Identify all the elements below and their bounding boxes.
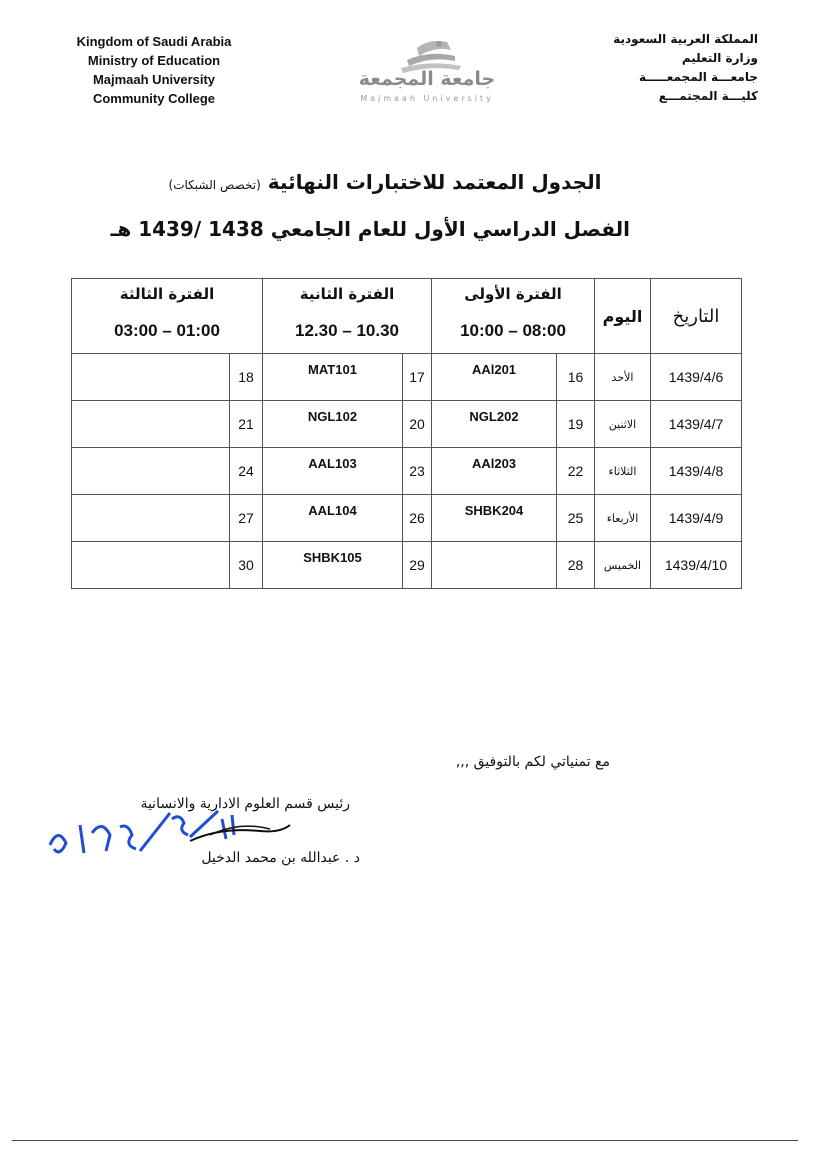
period1-course: SHBK204 [432,495,557,542]
logo-english-text: Majmaah University [360,94,494,103]
period2-course: AAL104 [263,495,403,542]
header-ar-line: كليـــة المجتمـــع [658,89,758,103]
header-period-2 [263,279,432,354]
header-arabic [578,30,758,106]
date-cell: 1439/4/7 [651,401,742,448]
period3-number: 27 [230,495,263,542]
header-date [651,279,742,354]
signatory-title: رئيس قسم العلوم الادارية والانسانية [140,796,350,812]
document-subtitle: الفصل الدراسي الأول للعام الجامعي 1438 /1439 هـ [110,217,630,241]
period2-number: 23 [403,448,432,495]
closing-text: مع تمنياتي لكم بالتوفيق ,,, [455,754,610,770]
period2-course: AAL103 [263,448,403,495]
date-cell: 1439/4/8 [651,448,742,495]
period-name: الفترة الأولى [464,285,562,303]
period3-course [72,542,230,589]
period1-course [432,542,557,589]
period1-number: 25 [557,495,595,542]
period3-number: 18 [230,354,263,401]
header-day [595,279,651,354]
day-cell: الأربعاء [595,495,651,542]
period3-course [72,401,230,448]
table-row [72,495,742,542]
period-name: الفترة الثانية [299,285,395,303]
period1-number: 19 [557,401,595,448]
date-cell: 1439/4/6 [651,354,742,401]
day-column-label: اليوم [602,306,643,326]
period-time: 10:00 – 08:00 [460,321,566,340]
period1-number: 16 [557,354,595,401]
header-english [64,32,244,108]
period2-number: 29 [403,542,432,589]
day-cell: الثلاثاء [595,448,651,495]
period3-number: 24 [230,448,263,495]
table-header-row [72,279,742,354]
header-period-3 [72,279,263,354]
period-time: 03:00 – 01:00 [114,321,220,340]
header-en-line: Kingdom of Saudi Arabia [76,34,232,49]
footer-divider [12,1140,798,1141]
period2-course: NGL102 [263,401,403,448]
period3-course [72,354,230,401]
header-period-1 [432,279,595,354]
header-en-line: Ministry of Education [87,53,221,68]
date-cell: 1439/4/9 [651,495,742,542]
svg-text:١٤٣٩/٣/١١ هـ: ١٤٣٩/٣/١١ هـ [40,873,46,874]
date-cell: 1439/4/10 [651,542,742,589]
document-title [150,170,620,194]
period1-course: AAl203 [432,448,557,495]
table-row [72,542,742,589]
day-cell: الاثنين [595,401,651,448]
header-en-line: Majmaah University [92,72,216,87]
period1-course: NGL202 [432,401,557,448]
period1-number: 28 [557,542,595,589]
period2-number: 26 [403,495,432,542]
period3-course [72,495,230,542]
date-column-label: التاريخ [672,305,720,327]
header-ar-line: المملكة العربية السعودية [613,32,758,46]
period2-course: MAT101 [263,354,403,401]
day-cell: الخميس [595,542,651,589]
header-ar-line: وزارة التعليم [681,51,758,65]
table-row [72,354,742,401]
period2-number: 20 [403,401,432,448]
title-note: (تخصص الشبكات) [168,178,261,192]
exam-schedule-table [71,278,742,589]
day-cell: الأحد [595,354,651,401]
period3-course [72,448,230,495]
title-main: الجدول المعتمد للاختبارات النهائية [267,170,602,194]
period2-number: 17 [403,354,432,401]
table-row [72,448,742,495]
signatory-name: د . عبدالله بن محمد الدخيل [201,850,360,866]
period2-course: SHBK105 [263,542,403,589]
period-time: 12.30 – 10.30 [295,321,399,340]
logo-arabic-text: جامعة المجمعة [358,68,496,90]
period3-number: 30 [230,542,263,589]
period1-number: 22 [557,448,595,495]
header-en-line: Community College [92,91,216,106]
period1-course: AAl201 [432,354,557,401]
table-row [72,401,742,448]
period-name: الفترة الثالثة [119,285,215,303]
period3-number: 21 [230,401,263,448]
header-ar-line: جامعـــة المجمعـــــة [638,70,758,84]
